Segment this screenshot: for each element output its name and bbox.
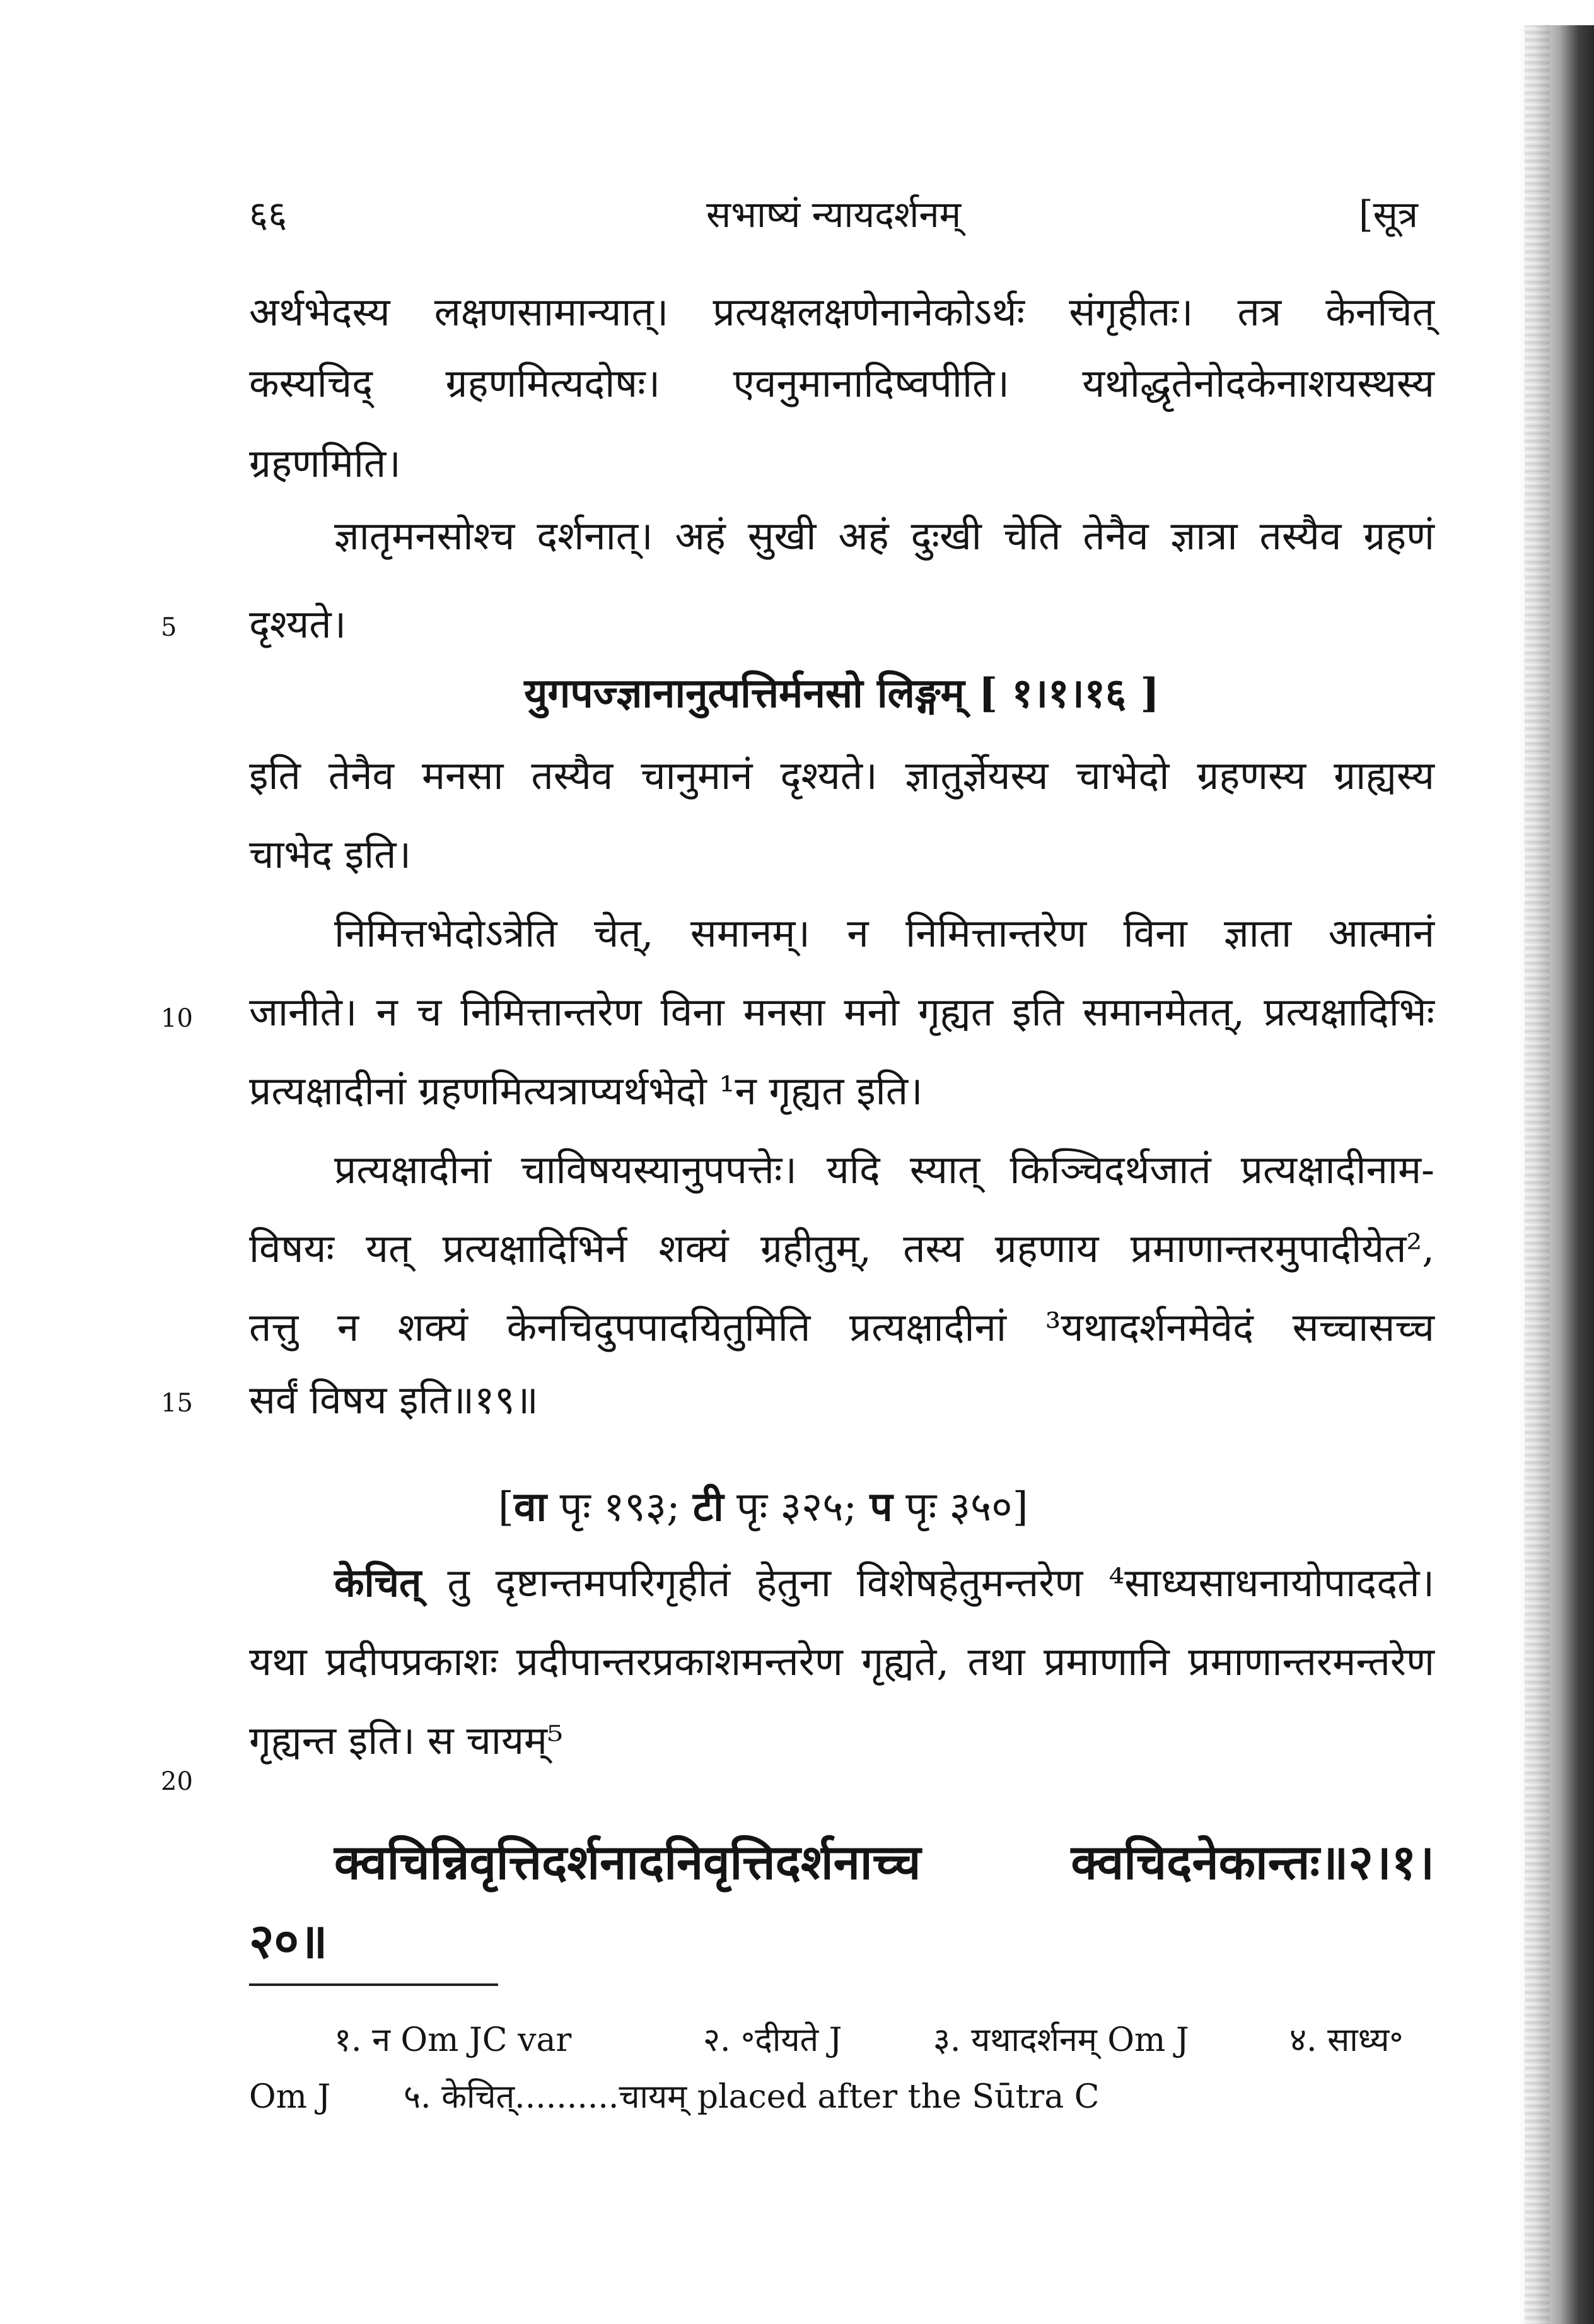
text-line: अर्थभेदस्य लक्षणसामान्यात्। प्रत्यक्षलक्षणेनानेकोऽर्थः संगृहीतः। तत्र केनचित् bbox=[249, 289, 1434, 335]
footnote-3: ३. यथादर्शनम् Om J bbox=[933, 2021, 1189, 2059]
footnote-2: २. ॰दीयते J bbox=[703, 2021, 842, 2059]
text-line: इति तेनैव मनसा तस्यैव चानुमानं दृश्यते। ज्ञातुर्ज्ञेयस्य चाभेदो ग्रहणस्य ग्राह्यस्य bbox=[249, 752, 1434, 798]
footnote-1: १. न Om JC var bbox=[334, 2021, 572, 2059]
text-line: कस्यचिद् ग्रहणमित्यदोषः। एवनुमानादिष्वपीति। यथोद्धृतेनोदकेनाशयस्थस्य bbox=[249, 360, 1434, 406]
section-marker: [सूत्र bbox=[1359, 193, 1418, 236]
text-line: प्रत्यक्षादीनां ग्रहणमित्यत्राप्यर्थभेदो ¹न गृह्यत इति। bbox=[249, 1068, 923, 1114]
footnote-5: ५. केचित्..........चायम् placed after the Sūtra C bbox=[404, 2078, 1100, 2116]
text-line: विषयः यत् प्रत्यक्षादिभिर्न शक्यं ग्रहीतुम्, तस्य ग्रहणाय प्रमाणान्तरमुपादीयेत², bbox=[249, 1225, 1434, 1271]
line-number: 5 bbox=[161, 613, 177, 642]
footnote-rule bbox=[249, 1983, 498, 1986]
book-binding-texture bbox=[1525, 25, 1550, 2324]
text-line: चाभेद इति। bbox=[249, 831, 411, 877]
footnote-4-continued: Om J bbox=[249, 2078, 331, 2116]
quoted-sutra: युगपज्ज्ञानानुत्पत्तिर्मनसो लिङ्गम् [ १।१।१६ ] bbox=[524, 670, 1160, 717]
text-line: ग्रहणमिति। bbox=[249, 440, 401, 486]
text-line bbox=[334, 1558, 1434, 1608]
text-line: तत्तु न शक्यं केनचिदुपपादयितुमिति प्रत्यक्षादीनां ³यथादर्शनमेवेदं सच्चासच्च bbox=[249, 1304, 1434, 1350]
reference-ti-page: पृः ३२५; bbox=[736, 1484, 858, 1531]
reference-line bbox=[498, 1482, 1028, 1533]
footnote-4: ४. साध्य॰ bbox=[1289, 2021, 1404, 2059]
main-sutra-line2: २०॥ bbox=[249, 1913, 328, 1969]
line-number: 15 bbox=[161, 1389, 193, 1418]
text-line: गृह्यन्त इति। स चायम्⁵ bbox=[249, 1717, 563, 1763]
text-line: निमित्तभेदोऽत्रेति चेत्, समानम्। न निमित्तान्तरेण विना ज्ञाता आत्मानं bbox=[334, 910, 1434, 956]
page-number: ६६ bbox=[249, 193, 288, 236]
line-number: 20 bbox=[161, 1767, 193, 1796]
reference-ti: टी bbox=[692, 1483, 724, 1531]
main-sutra-line1: क्वचिन्निवृत्तिदर्शनादनिवृत्तिदर्शनाच्च क्वचिदनेकान्तः॥२।१। bbox=[334, 1834, 1434, 1890]
running-title: सभाष्यं न्यायदर्शनम् bbox=[706, 193, 962, 236]
line-number: 10 bbox=[161, 1004, 193, 1033]
text-line: सर्वं विषय इति॥१९॥ bbox=[249, 1377, 538, 1423]
reference-pa: प bbox=[870, 1483, 893, 1531]
reference-pa-page: पृः ३५०] bbox=[905, 1484, 1028, 1531]
reference-open: [ bbox=[498, 1484, 514, 1531]
text-line: दृश्यते। bbox=[249, 601, 347, 647]
lead-word: केचित् bbox=[334, 1560, 422, 1606]
text-line: ज्ञातृमनसोश्च दर्शनात्। अहं सुखी अहं दुःखी चेति तेनैव ज्ञात्रा तस्यैव ग्रहणं bbox=[334, 513, 1434, 559]
reference-va-page: पृः १९३; bbox=[559, 1484, 680, 1531]
text-line: जानीते। न च निमित्तान्तरेण विना मनसा मनो गृह्यत इति समानमेतत्, प्रत्यक्षादिभिः bbox=[249, 989, 1434, 1035]
text-line: प्रत्यक्षादीनां चाविषयस्यानुपपत्तेः। यदि स्यात् किञ्चिदर्थजातं प्रत्यक्षादीनाम- bbox=[334, 1147, 1434, 1193]
text-line-rest: तु दृष्टान्तमपरिगृहीतं हेतुना विशेषहेतुमन्तरेण ⁴साध्यसाधनायोपाददते। bbox=[447, 1560, 1434, 1606]
text-line: यथा प्रदीपप्रकाशः प्रदीपान्तरप्रकाशमन्तरेण गृह्यते, तथा प्रमाणानि प्रमाणान्तरमन्तरेण bbox=[249, 1638, 1434, 1685]
reference-va: वा bbox=[513, 1483, 547, 1531]
